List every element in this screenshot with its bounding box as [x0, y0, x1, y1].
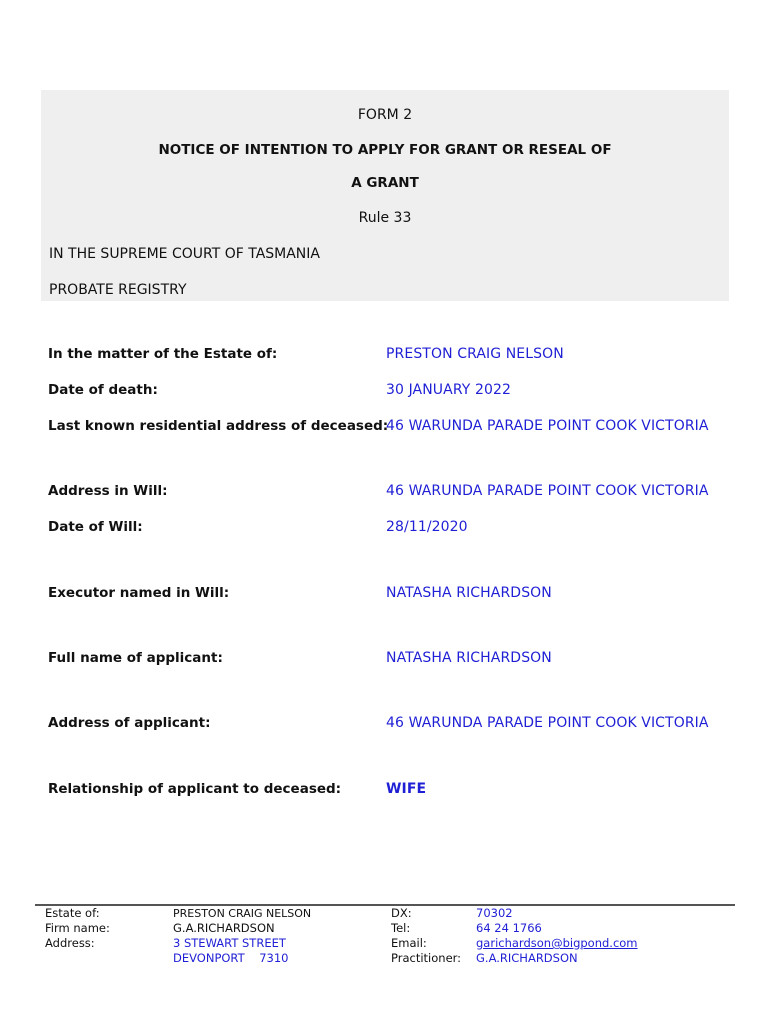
footer-address-line2: DEVONPORT 7310: [173, 951, 289, 965]
date-of-death-label: Date of death:: [48, 382, 158, 398]
footer-dx-label: DX:: [391, 906, 412, 920]
last-address-value: 46 WARUNDA PARADE POINT COOK VICTORIA: [386, 418, 709, 434]
footer-address-line1: 3 STEWART STREET: [173, 936, 286, 950]
relationship-value: WIFE: [386, 781, 427, 797]
form-title-line1: NOTICE OF INTENTION TO APPLY FOR GRANT OR RESEAL OF: [158, 142, 612, 158]
address-in-will-value: 46 WARUNDA PARADE POINT COOK VICTORIA: [386, 483, 709, 499]
executor-label: Executor named in Will:: [48, 585, 230, 601]
footer-address-label: Address:: [45, 936, 95, 950]
estate-label: In the matter of the Estate of:: [48, 346, 278, 362]
form-header: [41, 90, 729, 301]
estate-value: PRESTON CRAIG NELSON: [386, 346, 564, 362]
court-name: IN THE SUPREME COURT OF TASMANIA: [49, 246, 320, 262]
form-number: FORM 2: [357, 107, 413, 123]
footer-left-labels: [45, 906, 110, 951]
footer-estate-value: PRESTON CRAIG NELSON: [173, 907, 312, 920]
executor-value: NATASHA RICHARDSON: [386, 585, 552, 601]
footer-tel-value: 64 24 1766: [476, 921, 542, 935]
registry-name: PROBATE REGISTRY: [49, 282, 187, 298]
rule-reference: Rule 33: [358, 210, 412, 226]
applicant-address-label: Address of applicant:: [48, 715, 211, 731]
footer-email-link[interactable]: garichardson@bigpond.com: [476, 936, 638, 950]
relationship-label: Relationship of applicant to deceased:: [48, 781, 342, 797]
footer-firm-label: Firm name:: [45, 921, 110, 935]
footer-email-label: Email:: [391, 936, 427, 950]
applicant-address-value: 46 WARUNDA PARADE POINT COOK VICTORIA: [386, 715, 709, 731]
footer-practitioner-label: Practitioner:: [391, 951, 462, 965]
footer-right-values: [476, 906, 638, 966]
footer-dx-value: 70302: [476, 906, 513, 920]
applicant-name-value: NATASHA RICHARDSON: [386, 650, 552, 666]
footer-tel-label: Tel:: [391, 921, 411, 935]
date-of-will-label: Date of Will:: [48, 519, 143, 535]
date-of-death-value: 30 JANUARY 2022: [386, 382, 511, 398]
footer-right-labels: [391, 906, 461, 966]
applicant-name-label: Full name of applicant:: [48, 650, 223, 666]
footer-estate-label: Estate of:: [45, 906, 100, 920]
date-of-will-value: 28/11/2020: [386, 519, 468, 535]
address-in-will-label: Address in Will:: [48, 483, 168, 499]
form-title-line2: A GRANT: [351, 175, 419, 191]
footer-left-values: [173, 906, 311, 966]
footer-practitioner-value: G.A.RICHARDSON: [476, 951, 578, 965]
footer-firm-value: G.A.RICHARDSON: [173, 921, 275, 935]
last-address-label: Last known residential address of deceased:: [48, 418, 389, 434]
